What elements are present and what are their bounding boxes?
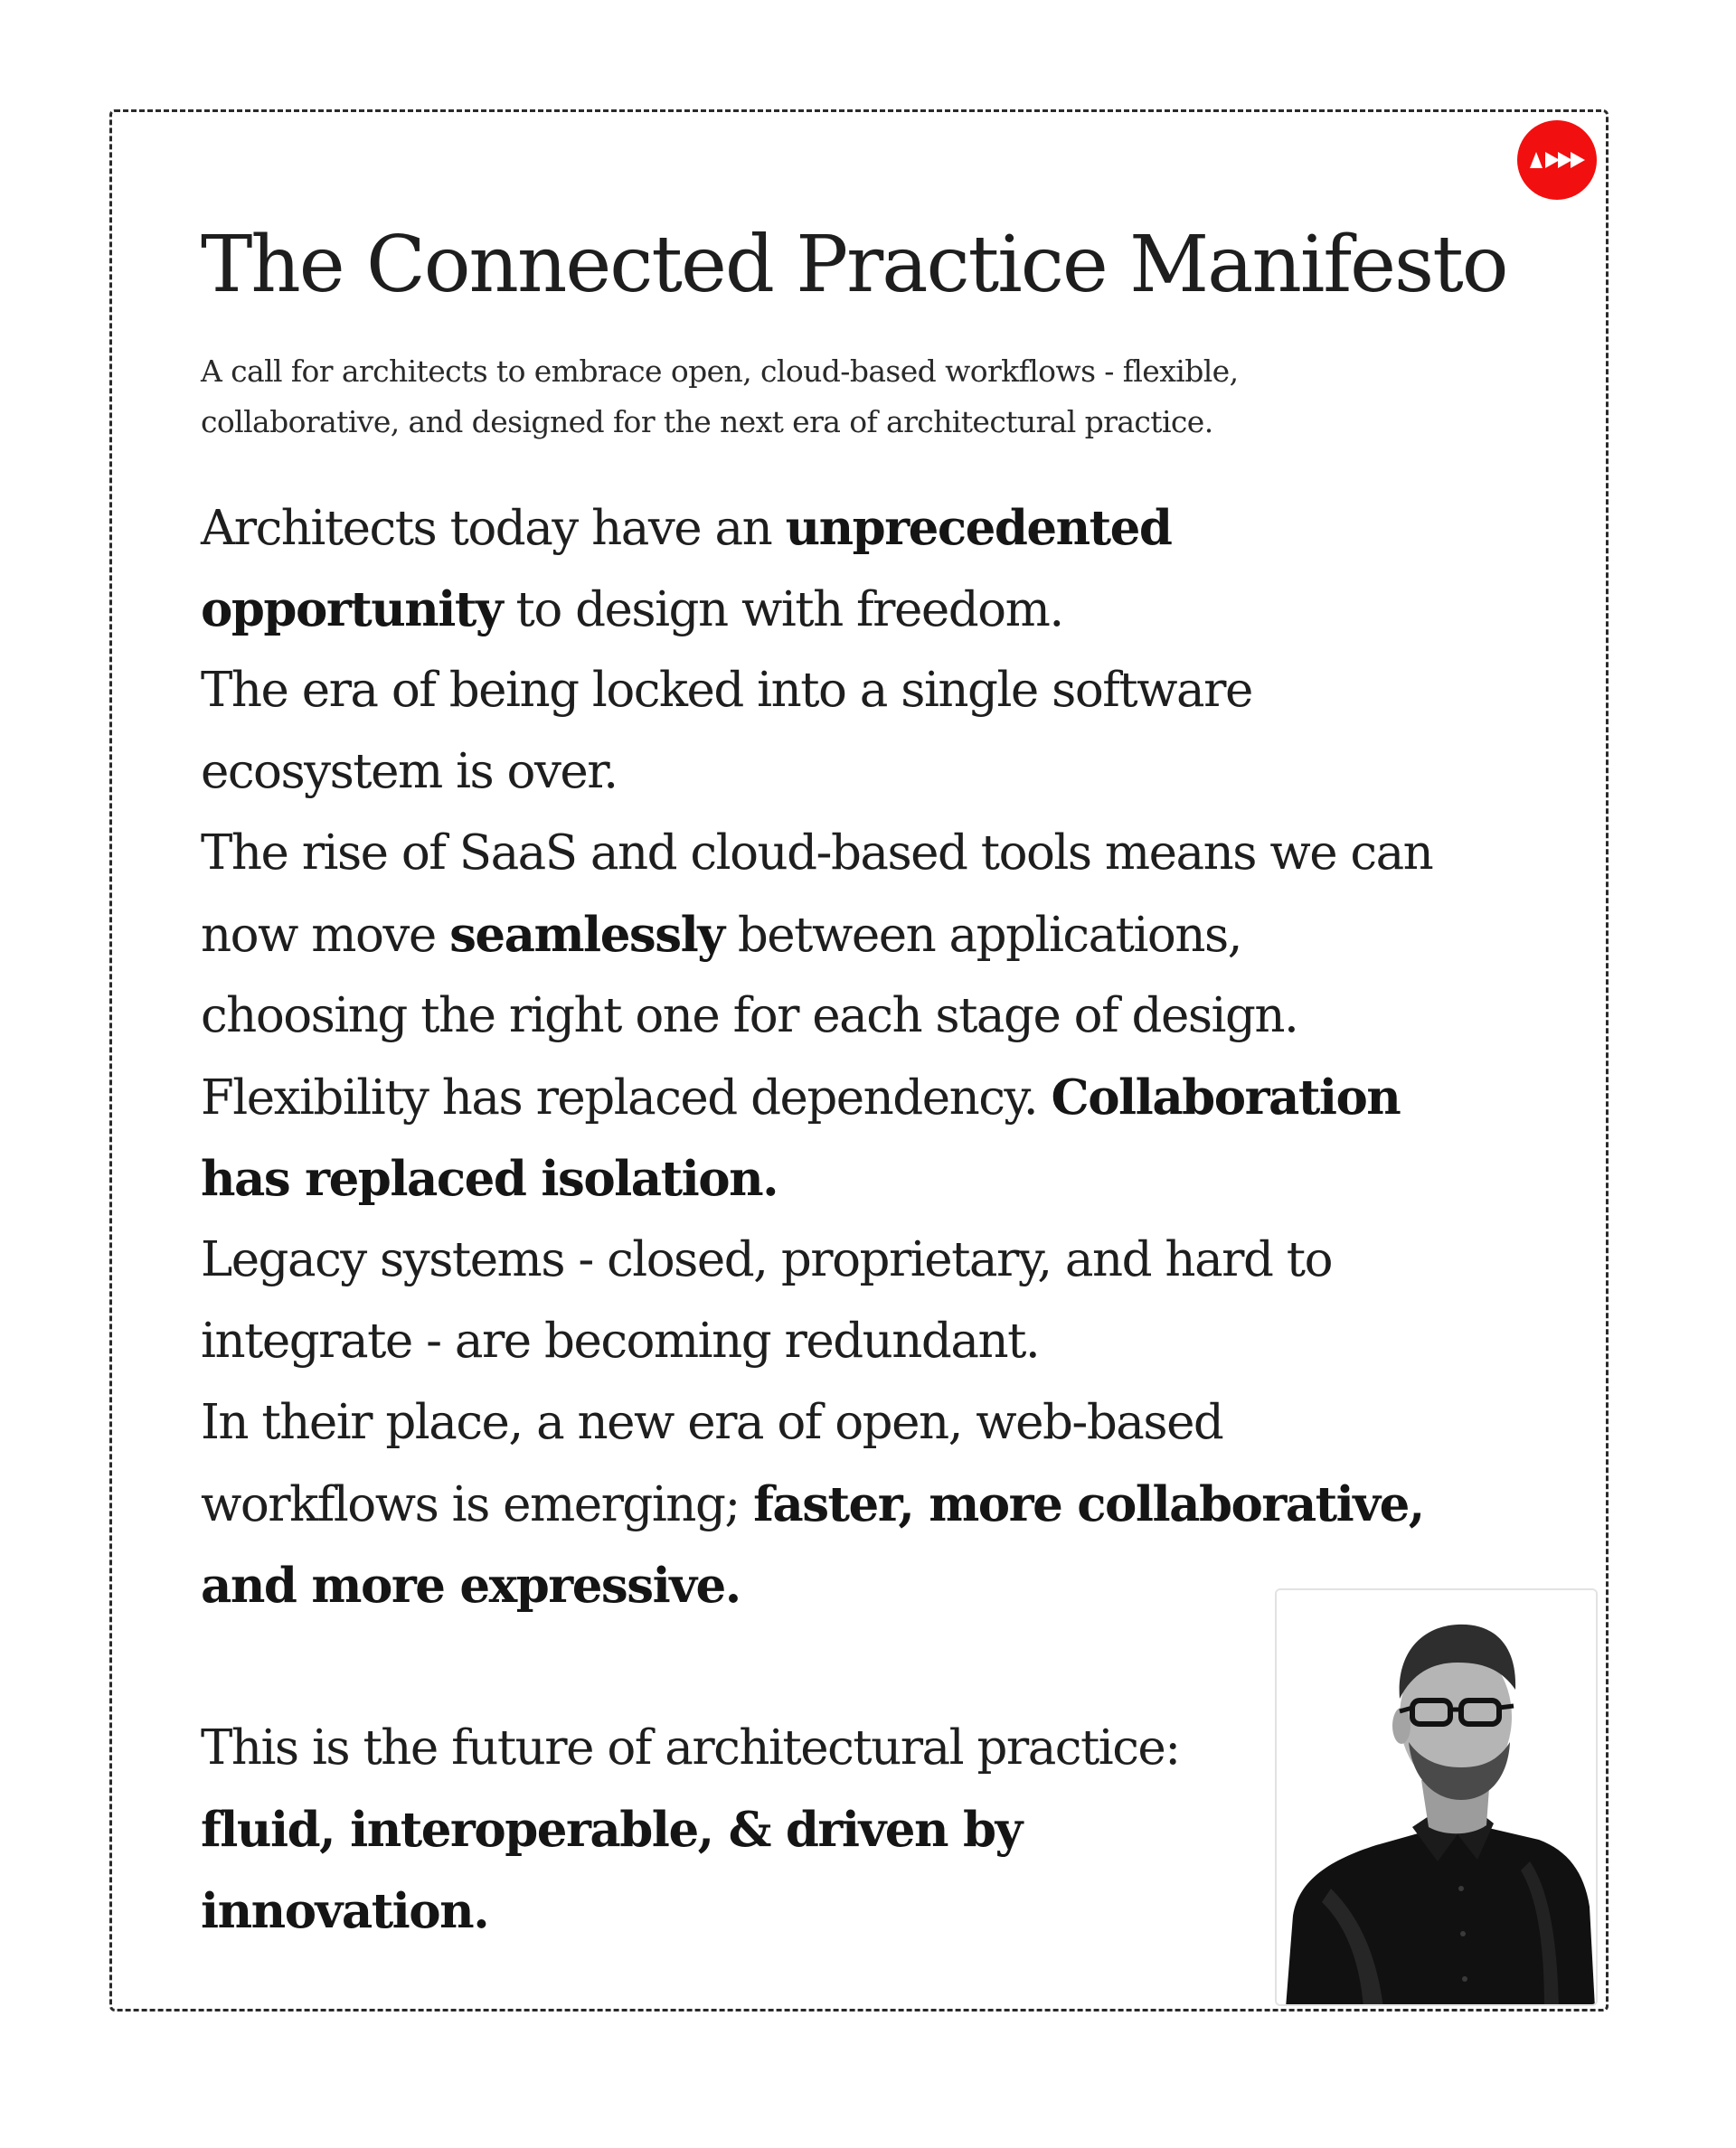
emphasis-text: opportunity bbox=[201, 581, 503, 637]
emphasis-text: has replaced isolation. bbox=[201, 1151, 778, 1207]
body-text: The rise of SaaS and cloud-based tools means we can bbox=[201, 825, 1433, 881]
body-text: between applications, bbox=[723, 908, 1242, 963]
manifesto-line bbox=[201, 731, 1575, 813]
body-text: The era of being locked into a single software bbox=[201, 663, 1252, 718]
person-photo-icon bbox=[1277, 1590, 1598, 2006]
emphasis-text: seamlessly bbox=[449, 907, 724, 963]
body-text: now move bbox=[201, 908, 450, 963]
body-text: ecosystem is over. bbox=[201, 744, 618, 799]
body-text: This is the future of architectural practice: bbox=[201, 1720, 1180, 1776]
manifesto-line bbox=[201, 1220, 1575, 1301]
emphasis-text: innovation. bbox=[201, 1883, 489, 1939]
manifesto-line bbox=[201, 975, 1575, 1057]
body-text: integrate - are becoming redundant. bbox=[201, 1314, 1040, 1369]
body-text: workflows is emerging; bbox=[201, 1477, 754, 1532]
author-portrait-photo bbox=[1275, 1588, 1598, 2006]
manifesto-line bbox=[201, 1382, 1575, 1464]
subtitle-line: collaborative, and designed for the next era of architectural practice. bbox=[201, 404, 1213, 439]
body-text: Flexibility has replaced dependency. bbox=[201, 1070, 1052, 1126]
manifesto-line bbox=[201, 569, 1575, 650]
page-title: The Connected Practice Manifesto bbox=[201, 220, 1507, 310]
body-text: Architects today have an bbox=[201, 501, 786, 556]
manifesto-line bbox=[201, 1301, 1575, 1382]
manifesto-line bbox=[201, 813, 1575, 894]
emphasis-text: fluid, interoperable, & driven by bbox=[201, 1802, 1022, 1858]
emphasis-text: faster, more collaborative, bbox=[753, 1476, 1424, 1532]
triangle-arrows-icon bbox=[1528, 151, 1586, 169]
subtitle-line: A call for architects to embrace open, cloud-based workflows - flexible, bbox=[201, 353, 1239, 389]
body-text: choosing the right one for each stage of design. bbox=[201, 988, 1298, 1043]
body-text: In their place, a new era of open, web-based bbox=[201, 1395, 1223, 1450]
manifesto-line bbox=[201, 1057, 1575, 1138]
subtitle bbox=[201, 346, 1394, 448]
body-text: Legacy systems - closed, proprietary, and hard to bbox=[201, 1232, 1332, 1287]
brand-logo-icon bbox=[1517, 120, 1597, 200]
emphasis-text: Collaboration bbox=[1051, 1069, 1401, 1126]
emphasis-text: and more expressive. bbox=[201, 1558, 741, 1614]
manifesto-line bbox=[201, 894, 1575, 975]
manifesto-line bbox=[201, 1138, 1575, 1220]
body-text: to design with freedom. bbox=[502, 582, 1063, 637]
emphasis-text: unprecedented bbox=[785, 500, 1172, 556]
manifesto-line bbox=[201, 487, 1575, 569]
manifesto-line bbox=[201, 1464, 1575, 1545]
manifesto-line bbox=[201, 650, 1575, 731]
